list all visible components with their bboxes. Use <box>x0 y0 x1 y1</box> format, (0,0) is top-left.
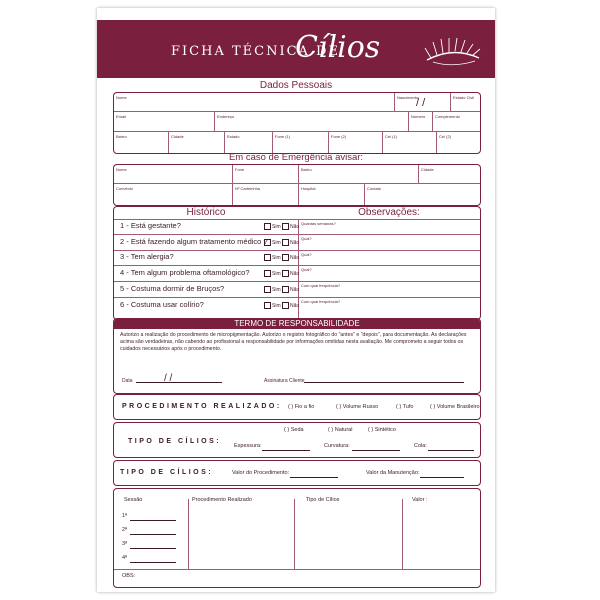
obs-4: Qual? <box>301 267 312 272</box>
emerg-hospital[interactable]: Hospital <box>301 186 316 191</box>
q6-checkboxes[interactable]: Sim Não <box>264 302 299 309</box>
q2-checkboxes[interactable]: Sim Não <box>264 239 299 246</box>
emerg-bairro[interactable]: Bairro <box>301 167 312 172</box>
dados-pessoais-box <box>113 92 481 154</box>
termo-data-label: Data <box>122 378 133 384</box>
curvatura-line[interactable] <box>352 450 400 451</box>
emergencia-title: Em caso de Emergência avisar: <box>228 152 364 163</box>
field-email[interactable]: Email <box>116 114 127 119</box>
sessao-box <box>113 488 481 588</box>
obs-1: Quantas semanas? <box>301 221 336 226</box>
field-nome[interactable]: Nome <box>116 95 127 100</box>
field-nascimento[interactable]: Nascimento: <box>397 95 420 100</box>
emerg-carteirinha[interactable]: Nº Carteirinha <box>235 186 261 191</box>
termo-data-slashes: / / <box>164 373 173 384</box>
field-bairro[interactable]: Bairro <box>116 134 127 139</box>
tipo-cilios-box-1 <box>113 422 481 458</box>
valor-proc-label: Valor do Procedimento: <box>232 470 290 476</box>
q4-checkboxes[interactable]: Sim Não <box>264 270 299 277</box>
opt-tufo[interactable]: ( ) Tufo <box>396 404 414 410</box>
obs-label: OBS: <box>122 573 136 579</box>
espessura-label: Espessura: <box>234 443 262 449</box>
opt-natural[interactable]: ( ) Natural <box>328 427 353 433</box>
emerg-cidade[interactable]: Cidade <box>421 167 434 172</box>
birth-date-slashes: / / <box>416 97 426 109</box>
opt-sintetico[interactable]: ( ) Sintético <box>368 427 396 433</box>
q5-checkboxes[interactable]: Sim Não <box>264 286 299 293</box>
col-tipo-cilios: Tipo de Cílios <box>306 497 340 503</box>
field-cel2[interactable]: Cel (2) <box>439 134 452 139</box>
sessao-row-3: 3ª <box>122 541 128 547</box>
espessura-line[interactable] <box>262 450 310 451</box>
tipo-cilios-title-1: TIPO DE CÍLIOS: <box>128 438 222 445</box>
sessao-line-2[interactable] <box>130 534 176 535</box>
termo-text: Autorizo a realização do procedimento de micropigmentação. Autorizo o registro fotográfico do "antes" e "depois", para documentação. As declarações acima são verdadeiras, não cabendo ao profissional a responsabilidade por informações omitidas nesta avaliação. Me comprometo a seguir todos os cuidados necessários após o procedimento. <box>120 332 467 353</box>
tipo-cilios-box-2 <box>113 460 481 486</box>
form-sheet <box>97 8 495 592</box>
field-complemento[interactable]: Complemento <box>435 114 460 119</box>
sessao-row-4: 4ª <box>122 555 128 561</box>
opt-fio-a-fio[interactable]: ( ) Fio a fio <box>288 404 315 410</box>
sessao-row-1: 1ª <box>122 513 128 519</box>
question-4: 4 - Tem algum problema oftamológico? <box>120 268 250 277</box>
col-valor: Valor : <box>412 497 428 503</box>
emerg-nome[interactable]: Nome <box>116 167 127 172</box>
obs-6: Com qual frequência? <box>301 299 341 304</box>
field-cidade[interactable]: Cidade <box>171 134 184 139</box>
header-banner <box>97 20 495 78</box>
sessao-line-4[interactable] <box>130 562 176 563</box>
obs-3: Qual? <box>301 252 312 257</box>
question-5: 5 - Costuma dormir de Bruços? <box>120 284 225 293</box>
historico-box <box>113 206 481 320</box>
question-2: 2 - Está fazendo algum tratamento médico ? <box>120 237 268 246</box>
tipo-cilios-title-2: TIPO DE CÍLIOS: <box>120 469 214 476</box>
field-estado-civil[interactable]: Estado Civil <box>453 95 475 100</box>
emerg-contato[interactable]: Contato <box>367 186 382 191</box>
valor-manut-label: Valor da Manutenção: <box>366 470 420 476</box>
procedimento-box <box>113 394 481 420</box>
field-fone1[interactable]: Fone (1) <box>275 134 291 139</box>
eyelash-icon <box>423 36 483 72</box>
field-estado[interactable]: Estado <box>227 134 240 139</box>
col-sessao: Sessão <box>124 497 143 503</box>
question-6: 6 - Costuma usar colírio? <box>120 300 204 309</box>
col-procedimento: Procedimento Realizado <box>192 497 252 503</box>
field-fone2[interactable]: Fone (2) <box>331 134 347 139</box>
question-3: 3 - Tem alergia? <box>120 252 174 261</box>
field-endereco[interactable]: Endereço <box>217 114 235 119</box>
q3-checkboxes[interactable]: Sim Não <box>264 254 299 261</box>
obs-2: Qual? <box>301 236 312 241</box>
emerg-fone[interactable]: Fone <box>235 167 245 172</box>
assinatura-label: Assinatura Cliente <box>264 378 305 384</box>
emerg-convenio[interactable]: Convênio <box>116 186 133 191</box>
termo-box <box>113 318 481 394</box>
q1-checkboxes[interactable]: Sim Não <box>264 223 299 230</box>
termo-data-line[interactable] <box>136 382 222 383</box>
opt-volume-russo[interactable]: ( ) Volume Russo <box>336 404 379 410</box>
valor-proc-line[interactable] <box>290 477 338 478</box>
sessao-line-1[interactable] <box>130 520 176 521</box>
opt-seda[interactable]: ( ) Seda <box>284 427 304 433</box>
observacoes-title: Observações: <box>358 207 420 218</box>
procedimento-title: PROCEDIMENTO REALIZADO: <box>122 403 282 410</box>
question-1: 1 - Está gestante? <box>120 221 181 230</box>
field-cel1[interactable]: Cel (1) <box>385 134 398 139</box>
termo-title: TERMO DE RESPONSABILIDADE <box>114 319 480 329</box>
cola-label: Cola: <box>414 443 427 449</box>
cola-line[interactable] <box>428 450 474 451</box>
title-script: Cílios <box>295 30 381 65</box>
historico-title: Histórico <box>186 207 226 218</box>
opt-volume-brasileiro[interactable]: ( ) Volume Brasileiro <box>430 404 480 410</box>
valor-manut-line[interactable] <box>420 477 464 478</box>
assinatura-line[interactable] <box>304 382 464 383</box>
sessao-row-2: 2ª <box>122 527 128 533</box>
curvatura-label: Curvatura: <box>324 443 350 449</box>
field-numero[interactable]: Número <box>411 114 426 119</box>
title-prefix: FICHA TÉCNICA DE <box>171 44 340 59</box>
dados-pessoais-title: Dados Pessoais <box>259 80 333 91</box>
obs-5: Com qual frequência? <box>301 283 341 288</box>
sessao-line-3[interactable] <box>130 548 176 549</box>
emergencia-box <box>113 164 481 206</box>
